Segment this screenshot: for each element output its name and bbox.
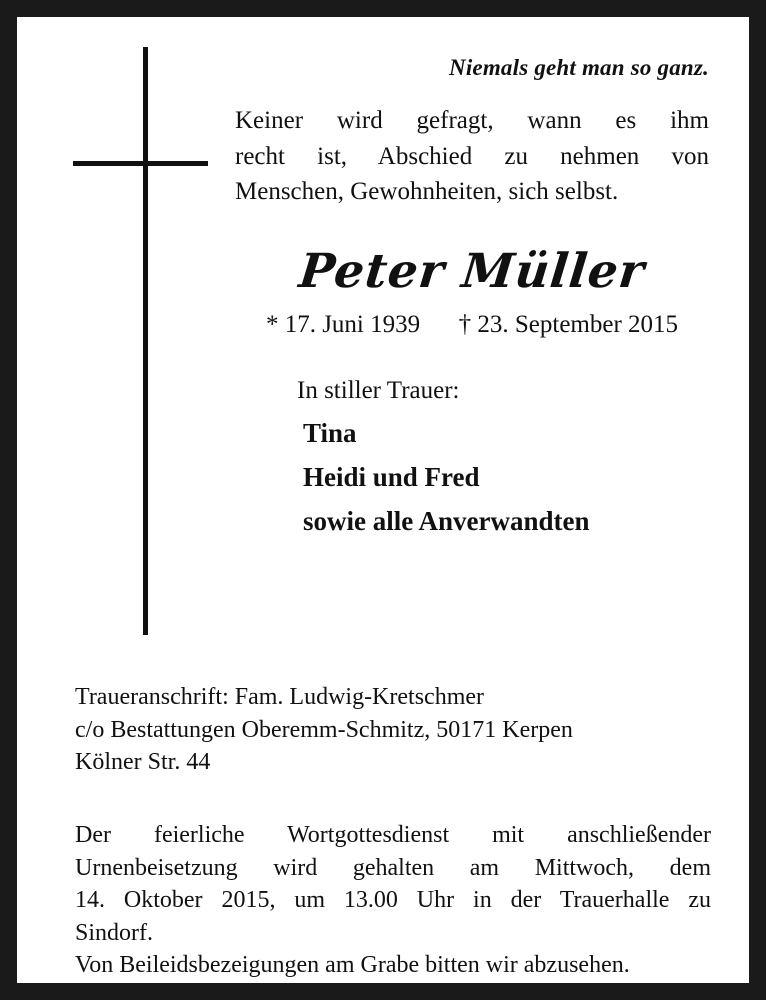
birth-date: * 17. Juni 1939 (265, 310, 421, 338)
mourner-name: sowie alle Anverwandten (303, 505, 590, 536)
obituary-content (17, 17, 749, 983)
mourner-name: Tina (303, 417, 357, 448)
verse-line: Keiner wird gefragt, wann es ihm (235, 107, 709, 134)
funeral-service-block (75, 819, 711, 950)
verse-line: recht ist, Abschied zu nehmen von (235, 142, 709, 170)
address-line: Traueranschrift: Fam. Ludwig-Kretschmer (75, 684, 485, 710)
address-line: Kölner Str. 44 (75, 749, 211, 776)
motto-text: Niemals geht man so ganz. (449, 55, 709, 80)
life-dates (235, 311, 709, 339)
service-line: Urnenbeisetzung wird gehalten am Mittwoch, dem (75, 854, 711, 881)
service-line: Der feierliche Wortgottesdienst mit anschließender (75, 822, 711, 848)
mourner-name: Heidi und Fred (303, 461, 480, 492)
closing-note: Von Beileidsbezeigungen am Grabe bitten wir abzusehen. (75, 952, 630, 978)
condolence-address-block (75, 681, 711, 779)
service-line: 14. Oktober 2015, um 13.00 Uhr in der Trauerhalle zu (75, 887, 711, 914)
cross-vertical-bar (143, 47, 148, 635)
obituary-text-column (235, 55, 709, 537)
service-line: Sindorf. (75, 919, 153, 946)
mourning-intro: In stiller Trauer: (297, 376, 460, 404)
verse-line: Menschen, Gewohnheiten, sich selbst. (235, 178, 619, 205)
death-date: † 23. September 2015 (458, 310, 679, 338)
cross-horizontal-bar (73, 161, 208, 166)
verse-block (235, 103, 709, 210)
mourners-block (235, 377, 709, 537)
deceased-name: Peter Müller (296, 243, 648, 299)
address-line: c/o Bestattungen Oberemm-Schmitz, 50171 Kerpen (75, 716, 573, 743)
cross-icon (59, 47, 199, 647)
obituary-inner-frame (14, 14, 752, 986)
